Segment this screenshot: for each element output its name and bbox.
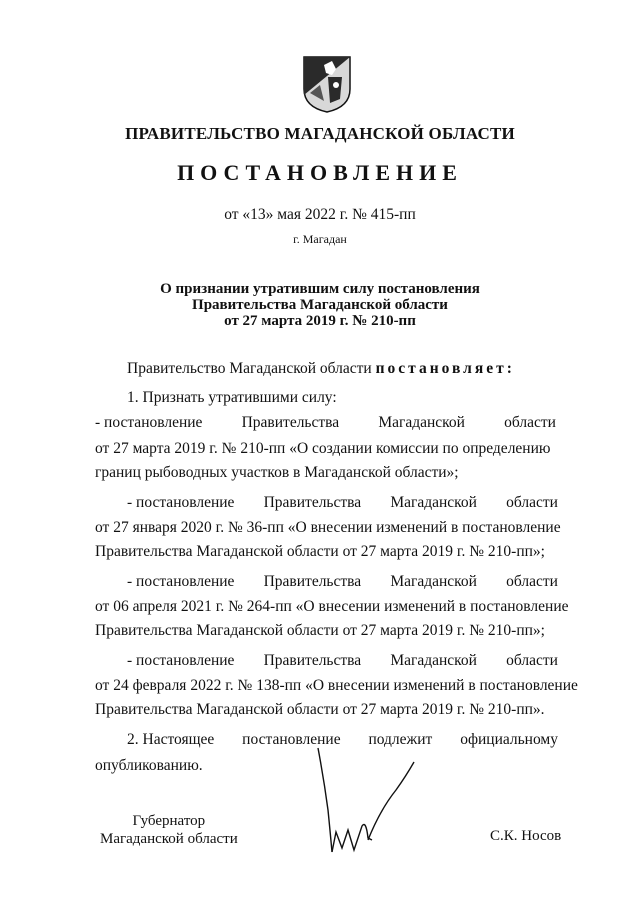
- p2-word: подлежит: [368, 731, 433, 748]
- handwritten-signature: [310, 740, 420, 860]
- item-1-line-3: границ рыбоводных участков в Магаданской области»;: [95, 464, 459, 481]
- governor-name: С.К. Носов: [490, 828, 562, 844]
- document-type: ПОСТАНОВЛЕНИЕ: [177, 160, 463, 185]
- item-word: Магаданской: [390, 652, 477, 669]
- city: г. Магадан: [293, 232, 347, 246]
- item-1-line-1: [95, 414, 556, 432]
- item-4-line-3: Правительства Магаданской области от 27 марта 2019 г. № 210-пп».: [95, 701, 545, 718]
- item-word: Правительства: [263, 494, 362, 511]
- item-word: - постановление: [127, 494, 235, 511]
- item-word: Правительства: [263, 652, 362, 669]
- item-3-line-3: Правительства Магаданской области от 27 марта 2019 г. № 210-пп»;: [95, 622, 545, 639]
- p2-word: официальному: [460, 731, 558, 748]
- item-word: - постановление: [127, 573, 235, 590]
- item-word: области: [506, 573, 558, 590]
- intro-paragraph: [127, 360, 515, 378]
- item-2-line-1: [127, 494, 558, 512]
- item-word: Магаданской: [390, 573, 477, 590]
- item-word: области: [506, 652, 558, 669]
- item-word: области: [506, 494, 558, 511]
- document-date-number: от «13» мая 2022 г. № 415-пп: [224, 206, 416, 223]
- item-4-line-2: от 24 февраля 2022 г. № 138-пп «О внесении изменений в постановление: [95, 677, 578, 694]
- p2-word: 2. Настоящее: [127, 731, 215, 748]
- document-title: [0, 281, 640, 329]
- item-3-line-2: от 06 апреля 2021 г. № 264-пп «О внесении изменений в постановление: [95, 598, 569, 615]
- item-2-line-3: Правительства Магаданской области от 27 марта 2019 г. № 210-пп»;: [95, 543, 545, 560]
- item-4-line-1: [127, 652, 558, 670]
- item-2-line-2: от 27 января 2020 г. № 36-пп «О внесении изменений в постановление: [95, 519, 561, 536]
- item-word: - постановление: [95, 414, 203, 431]
- item-1-line-2: от 27 марта 2019 г. № 210-пп «О создании комиссии по определению: [95, 440, 551, 457]
- item-3-line-1: [127, 573, 558, 591]
- paragraph-1: 1. Признать утратившими силу:: [127, 389, 337, 406]
- governor-title: [100, 812, 238, 848]
- title-line-1: О признании утратившим силу постановления: [160, 281, 480, 297]
- item-word: - постановление: [127, 652, 235, 669]
- paragraph-2-line-2: опубликованию.: [95, 757, 203, 774]
- item-word: Правительства: [263, 573, 362, 590]
- governor-title-line-2: Магаданской области: [100, 831, 238, 847]
- item-word: Магаданской: [378, 414, 465, 431]
- item-word: Правительства: [241, 414, 340, 431]
- governor-title-line-1: Губернатор: [132, 813, 206, 829]
- intro-verb: постановляет:: [375, 360, 515, 377]
- organization-name: ПРАВИТЕЛЬСТВО МАГАДАНСКОЙ ОБЛАСТИ: [125, 124, 515, 143]
- p2-word: постановление: [242, 731, 341, 748]
- title-line-3: от 27 марта 2019 г. № 210-пп: [224, 313, 416, 329]
- intro-text: Правительство Магаданской области: [127, 360, 372, 377]
- coat-of-arms-emblem: [302, 55, 352, 113]
- title-line-2: Правительства Магаданской области: [192, 297, 448, 313]
- item-word: области: [504, 414, 556, 431]
- item-word: Магаданской: [390, 494, 477, 511]
